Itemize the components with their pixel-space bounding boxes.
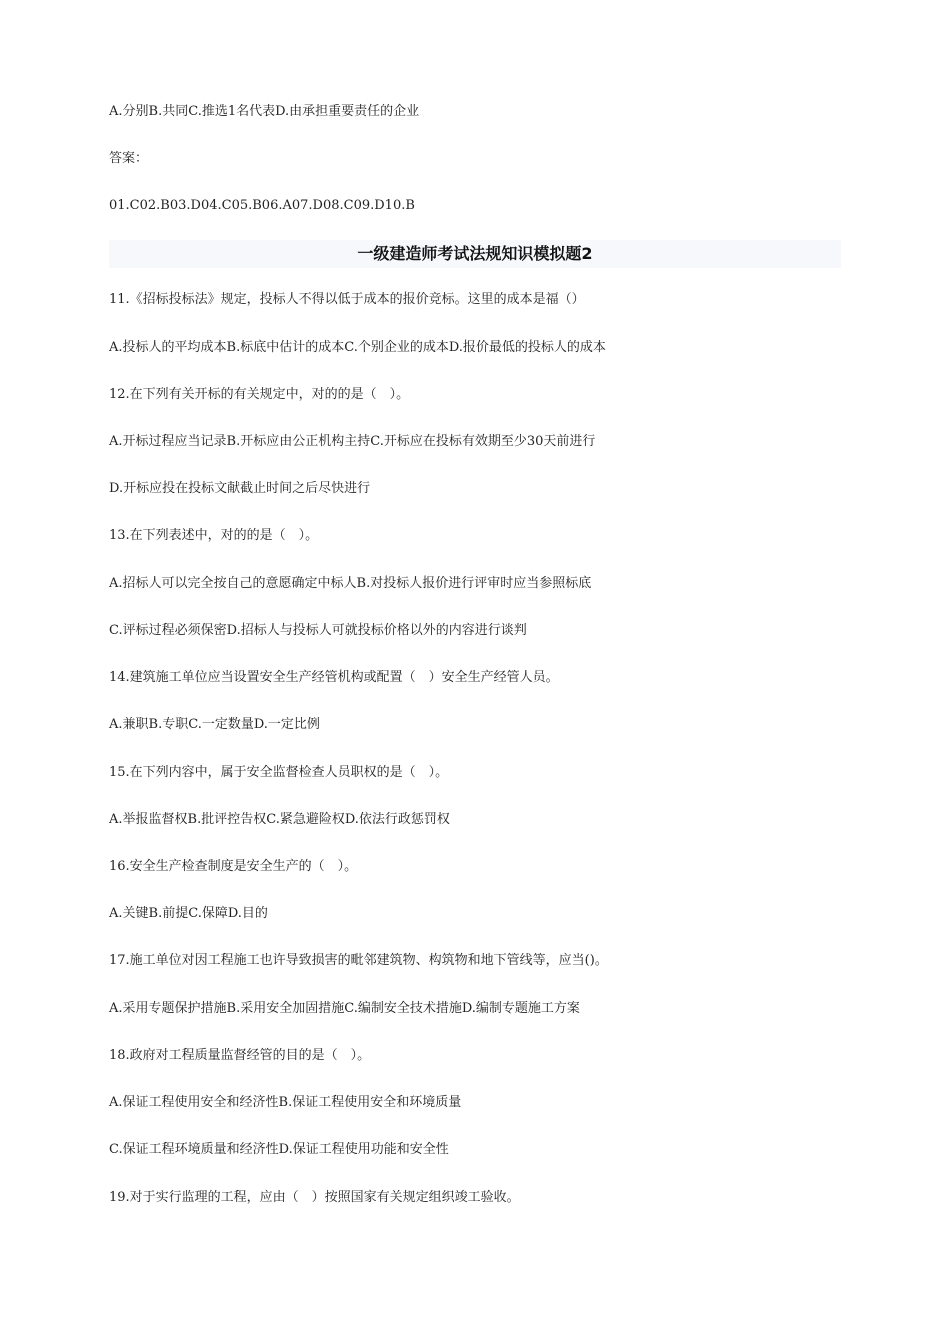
- question-12: 12.在下列有关开标的有关规定中，对的的是（ ）。: [109, 387, 410, 402]
- question-12-options-a-c: A.开标过程应当记录B.开标应由公正机构主持C.开标应在投标有效期至少30天前进行: [109, 434, 596, 449]
- question-12-option-d: D.开标应投在投标文献截止时间之后尽快进行: [109, 481, 371, 496]
- question-17: 17.施工单位对因工程施工也许导致损害的毗邻建筑物、构筑物和地下管线等，应当()。: [109, 953, 608, 968]
- answer-key-values: 01.C02.B03.D04.C05.B06.A07.D08.C09.D10.B: [109, 198, 415, 213]
- question-18: 18.政府对工程质量监督经管的目的是（ ）。: [109, 1048, 371, 1063]
- question-17-options: A.采用专题保护措施B.采用安全加固措施C.编制安全技术措施D.编制专题施工方案: [109, 1001, 580, 1016]
- question-11-options: A.投标人的平均成本B.标底中估计的成本C.个别企业的成本D.报价最低的投标人的成本: [109, 340, 606, 355]
- question-18-options-c-d: C.保证工程环境质量和经济性D.保证工程使用功能和安全性: [109, 1142, 449, 1157]
- answer-options-line: A.分别B.共同C.推选1名代表D.由承担重要责任的企业: [109, 104, 420, 119]
- question-15: 15.在下列内容中，属于安全监督检查人员职权的是（ ）。: [109, 765, 449, 780]
- section-title: 一级建造师考试法规知识模拟题2: [357, 244, 593, 263]
- question-18-options-a-b: A.保证工程使用安全和经济性B.保证工程使用安全和环境质量: [109, 1095, 462, 1110]
- answer-key-label: 答案：: [109, 151, 149, 166]
- question-14: 14.建筑施工单位应当设置安全生产经管机构或配置（ ）安全生产经管人员。: [109, 670, 559, 685]
- question-13-options-a-b: A.招标人可以完全按自己的意愿确定中标人B.对投标人报价进行评审时应当参照标底: [109, 576, 592, 591]
- question-13-options-c-d: C.评标过程必须保密D.招标人与投标人可就投标价格以外的内容进行谈判: [109, 623, 527, 638]
- question-15-options: A.举报监督权B.批评控告权C.紧急避险权D.依法行政惩罚权: [109, 812, 450, 827]
- question-11: 11.《招标投标法》规定，投标人不得以低于成本的报价竞标。这里的成本是福（）: [109, 292, 585, 307]
- question-14-options: A.兼职B.专职C.一定数量D.一定比例: [109, 717, 320, 732]
- question-16-options: A.关键B.前提C.保障D.目的: [109, 906, 268, 921]
- question-16: 16.安全生产检查制度是安全生产的（ ）。: [109, 859, 358, 874]
- question-13: 13.在下列表述中，对的的是（ ）。: [109, 528, 319, 543]
- question-19: 19.对于实行监理的工程，应由（ ）按照国家有关规定组织竣工验收。: [109, 1190, 520, 1205]
